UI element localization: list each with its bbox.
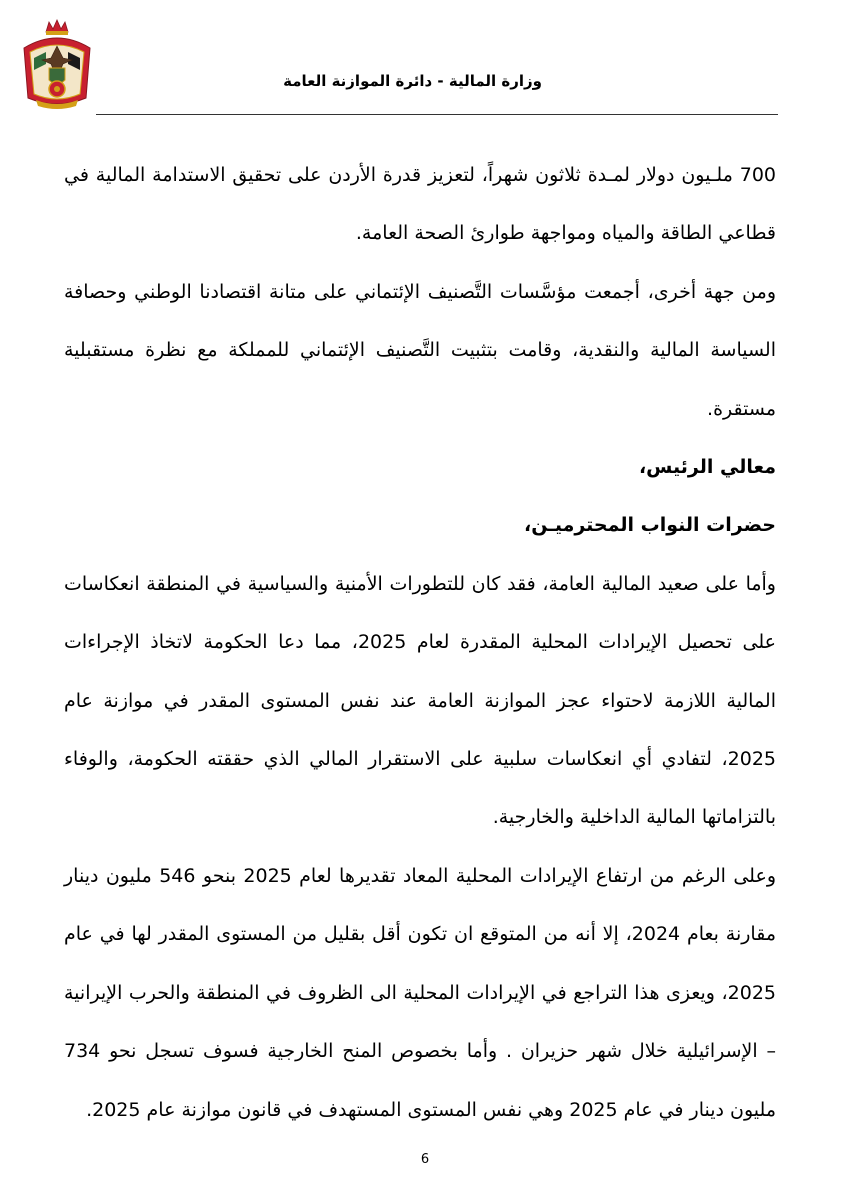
salutation-deputies: حضرات النواب المحترميـن، [524, 514, 776, 537]
page-number: 6 [420, 1152, 430, 1167]
header-divider [96, 114, 778, 115]
document-body [64, 146, 776, 1139]
paragraph-public-finance: وأما على صعيد المالية العامة، فقد كان للتطورات الأمنية والسياسية في المنطقة انعكاسات على تحصيل الإيرادات المحلية المقدرة لعام 2025، مما دعا الحكومة لاتخاذ الإجراءات المالية اللازمة لاحتواء عجز الموازنة العامة عند نفس المستوى المقدر في موازنة عام 2025، لتفادي أي انعكاسات سلبية على الاستقرار المالي الذي حققته الحكومة، والوفاء بالتزاماتها المالية الداخلية والخارجية. [64, 572, 777, 829]
page-header [0, 0, 850, 120]
paragraph-funding: 700 ملـيون دولار لمـدة ثلاثون شهراً، لتعزيز قدرة الأردن على تحقيق الاستدامة المالية في قطاعي الطاقة والمياه ومواجهة طوارئ الصحة العامة. [64, 164, 776, 245]
header-title: وزارة المالية - دائرة الموازنة العامة [283, 72, 542, 90]
paragraph-credit-rating: ومن جهة أخرى، أجمعت مؤسَّسات التَّصنيف الإئتماني على متانة اقتصادنا الوطني وحصافة السياسة المالية والنقدية، وقامت بتثبيت التَّصنيف الإئتماني للمملكة مع نظرة مستقبلية مستقرة. [64, 280, 776, 420]
jordan-coat-of-arms-icon [16, 18, 98, 112]
salutation-president: معالي الرئيس، [638, 456, 776, 479]
paragraph-revenues: وعلى الرغم من ارتفاع الإيرادات المحلية المعاد تقديرها لعام 2025 بنحو 546 مليون دينار مقارنة بعام 2024، إلا أنه من المتوقع ان تكون أقل بقليل من المستوى المقدر لها في عام 2025، ويعزى هذا التراجع في الإيرادات المحلية الى الظروف في المنطقة والحرب الإيرانية – الإسرائيلية خلال شهر حزيران . وأما بخصوص المنح الخارجية فسوف تسجل نحو 734 مليون دينار في عام 2025 وهي نفس المستوى المستهدف في قانون موازنة عام 2025. [64, 864, 776, 1121]
